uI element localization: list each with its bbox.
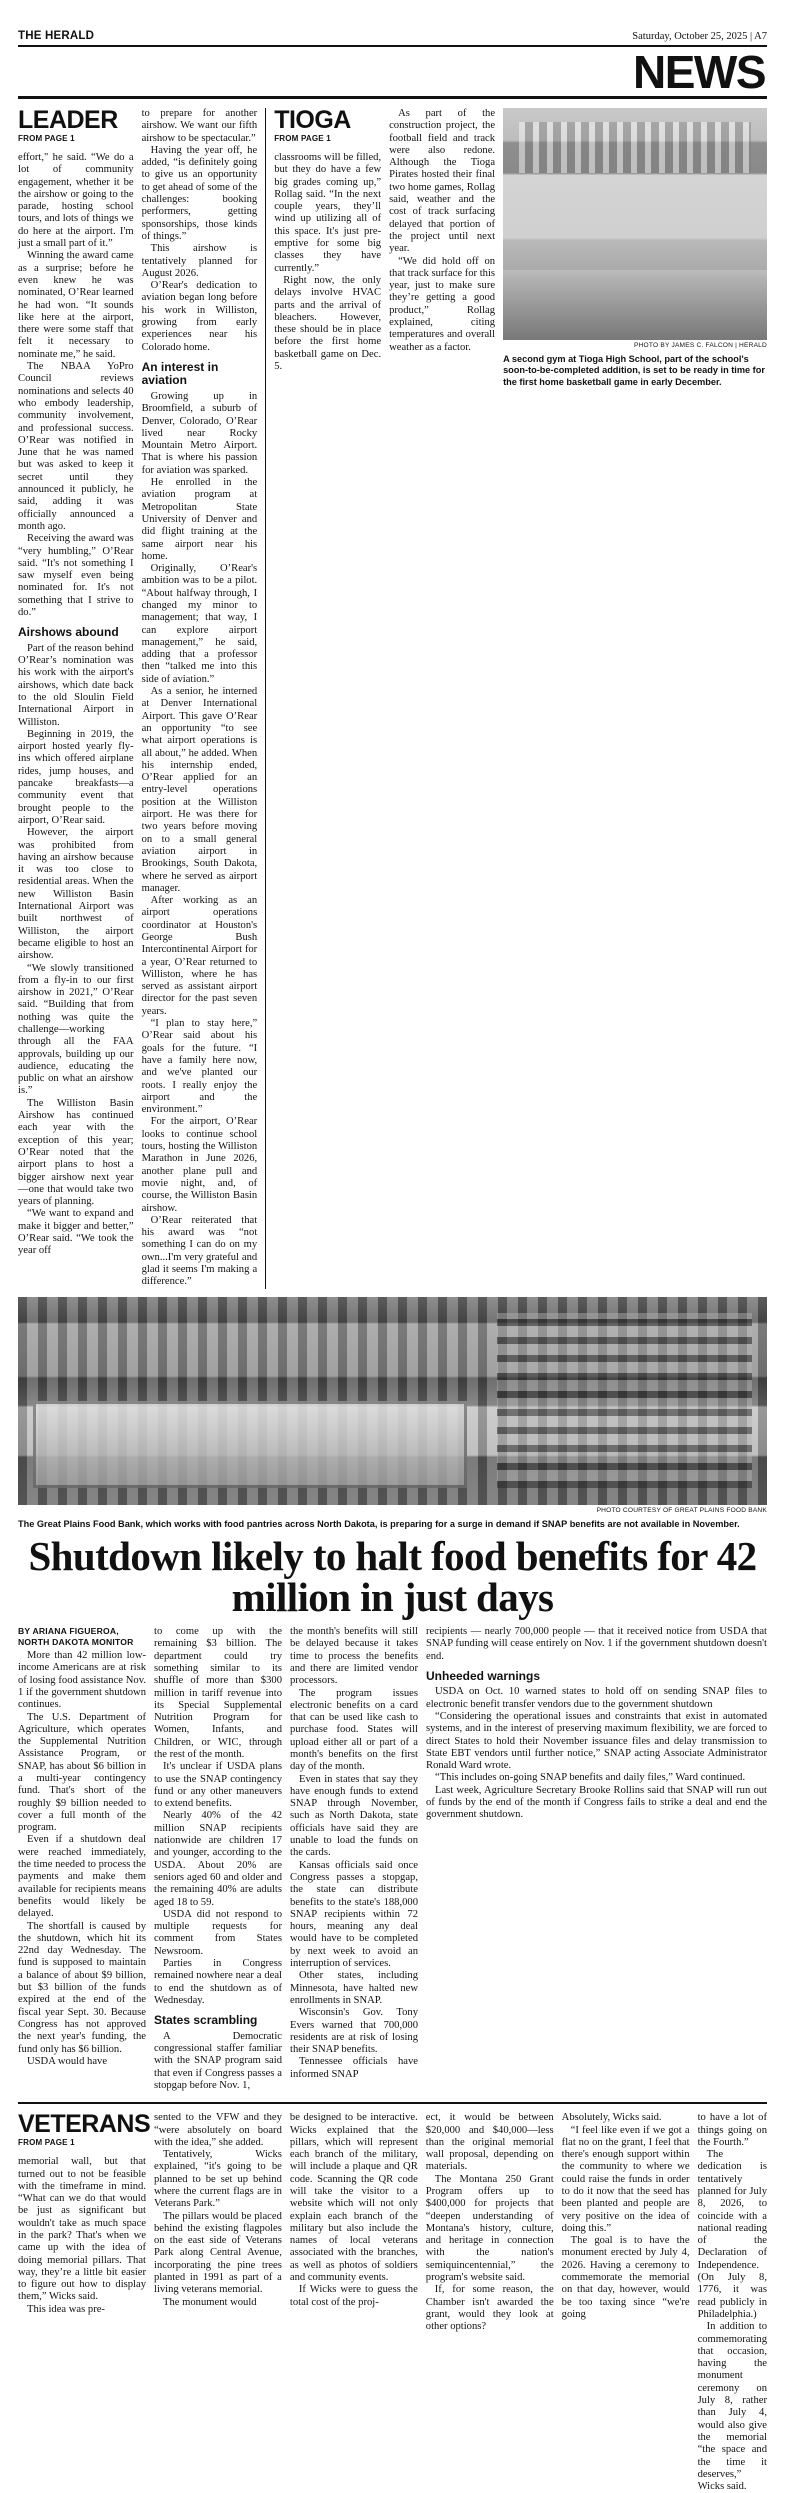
paper-name: THE HERALD	[18, 30, 95, 42]
gym-photo-block	[503, 108, 767, 1289]
paragraph: “Considering the operational issues and constraints that exist in automated systems, and in the interest of preserving maximum flexibility, we are forced to direct States to hold their November issuance files and delay transmission to State EBT vendors until further notice,” SNAP acting Associate Administrator Ronald Ward wrote.	[426, 1711, 767, 1772]
paragraph: He enrolled in the aviation program at Metropolitan State University of Denver and did flight training at the same airport near his home.	[141, 477, 258, 562]
paragraph: USDA did not respond to multiple requests for comment from States Newsroom.	[154, 1908, 282, 1957]
food-bank-photo	[18, 1297, 767, 1505]
gym-photo-caption: A second gym at Tioga High School, part of the school's soon-to-be-completed addition, is set to be ready in time for the first home basketball game in early December.	[503, 354, 765, 387]
food-photo-caption: The Great Plains Food Bank, which works with food pantries across North Dakota, is preparing for a surge in demand if SNAP benefits are not available in November.	[18, 1518, 740, 1529]
veterans-jump-head: VETERANS	[18, 2110, 151, 2139]
veterans-column-4	[426, 2112, 562, 2493]
paragraph: Tennessee officials have informed SNAP	[290, 2056, 418, 2080]
paragraph: This idea was pre-	[27, 2303, 105, 2315]
food-photo-credit: PHOTO COURTESY OF GREAT PLAINS FOOD BANK	[596, 1506, 767, 1514]
snap-subhead-states: States scrambling	[154, 2013, 258, 2028]
paragraph: to have a lot of things going on the Fourth.”	[697, 2112, 767, 2148]
veterans-section	[18, 2104, 767, 2493]
veterans-jump-from: FROM PAGE 1	[18, 2138, 75, 2148]
paragraph: It's unclear if USDA plans to use the SNAP contingency fund or any other maneuvers to extend benefits.	[154, 1761, 282, 1810]
paragraph: The NBAA YoPro Council reviews nominations and selects 40 who embody leadership, community involvement, and professional success. O’Rear was notified in June that he was named but was asked to keep it secret until they announced it publicly, he said, adding it was officially announced a month ago.	[18, 361, 134, 532]
paragraph: A Democratic congressional staffer familiar with the SNAP program said that even if Congress passes a stopgap before Nov. 1,	[154, 2030, 282, 2091]
paragraph: Part of the reason behind O’Rear’s nomination was his work with the airport's airshows, which date back to the old Sloulin Field International Airport in Williston.	[18, 642, 134, 728]
veterans-column-1	[18, 2112, 154, 2493]
veterans-column-3	[290, 2112, 426, 2493]
paragraph: The Williston Basin Airshow has continued each year with the exception of this year; O’Rear noted that the airport plans to host a bigger airshow next year—one that would take two years of planning.	[18, 1097, 134, 1208]
paragraph: If, for some reason, the Chamber isn't awarded the grant, would they look at other options?	[425, 2284, 554, 2333]
paragraph: “This includes on-going SNAP benefits and daily files,” Ward continued.	[435, 1772, 746, 1784]
paragraph: The Montana 250 Grant Program offers up to $400,000 for projects that “deepen understanding of Montana's history, culture, and heritage in connection with the nation's semiquincentennial,” the program's website said.	[425, 2173, 554, 2284]
paragraph: Other states, including Minnesota, have halted new enrollments in SNAP.	[290, 1970, 418, 2006]
section-title: NEWS	[633, 46, 765, 98]
paragraph: the month's benefits will still be delayed because it takes time to process the benefits and there are limited vendor processors.	[290, 1626, 418, 1687]
tioga-jump-from: FROM PAGE 1	[274, 134, 331, 143]
snap-feature	[18, 1289, 767, 2093]
column-tioga-1	[265, 108, 389, 1289]
snap-column-4	[426, 1626, 767, 2092]
paragraph: However, the airport was prohibited from having an airshow because it was too close to residential areas. When the new Williston Basin International Airport was built northwest of Williston, the airport became eligible to host an airshow.	[18, 827, 134, 962]
veterans-column-2	[154, 2112, 290, 2493]
paragraph: Kansas officials said once Congress passes a stopgap, the state can distribute benefits to the state's 188,000 SNAP recipients within 72 hours, meaning any deal would have to be completed by next week to avoid an interruption of services.	[290, 1859, 418, 1970]
paragraph: The program issues electronic benefits on a card that can be used like cash to purchase food. States will upload either all or part of a month's benefits on the first day of the month.	[290, 1687, 418, 1773]
paragraph: be designed to be interactive. Wicks explained that the pillars, which will represent each branch of the military, will include a plaque and QR code. Scanning the QR code will take the visitor to a website which will not only explain each branch of the military but also include the names of local veterans associated with the branches, as well as photos of soldiers and community events.	[289, 2112, 418, 2284]
paragraph: Even if a shutdown deal were reached immediately, the time needed to process the payments and make them available for recipients means benefits would likely be delayed.	[18, 1834, 146, 1920]
paragraph: “We slowly transitioned from a fly-in to our first airshow in 2021,” O’Rear said. “Building that from nothing was quite the challenge—working through all the FAA approvals, building up our audience, educating the public on what an airshow is.”	[18, 962, 134, 1097]
dateline: Saturday, October 25, 2025 | A7	[632, 31, 767, 42]
paragraph: Winning the award came as a surprise; before he even knew he was nominated, O’Rear learned he had won. “It sounds like here at the airport, there were some staff that felt it necessary to nominate me,” he said.	[18, 250, 134, 360]
leader-jump-head: LEADER	[18, 106, 118, 134]
paragraph: effort," he said. “We do a lot of community engagement, whether it be the airshow or going to the parade, hosting school tours, and lots of things we do here at the airport. I'm just a small part of it.”	[18, 152, 134, 250]
snap-byline: BY ARIANA FIGUEROA, NORTH DAKOTA MONITOR	[18, 1626, 134, 1647]
tioga-jump-head: TIOGA	[274, 106, 351, 134]
paragraph: In addition to commemorating that occasion, having the monument ceremony on July 8, rather than July 4, would also give the memorial “the space and the time it deserves,” Wicks said.	[697, 2321, 767, 2493]
paragraph: Nearly 40% of the 42 million SNAP recipients nationwide are children 17 and younger, according to the USDA. About 20% are seniors aged 60 and older and the remaining 40% are adults aged 18 to 59.	[154, 1810, 282, 1908]
paragraph: The dedication is tentatively planned for July 8, 2026, to coincide with a national reading of the Declaration of Independence. (On July 8, 1776, it was read publicly in Philadelphia.)	[697, 2149, 767, 2320]
top-section	[18, 99, 767, 1289]
paragraph: recipients — nearly 700,000 people — that it received notice from USDA that SNAP funding will cease entirely on Nov. 1 if the government shutdown doesn't end.	[426, 1626, 767, 1662]
paragraph: to come up with the remaining $3 billion. The department could try something similar to its shuffle of more than $300 million in tariff revenue into its Special Supplemental Nutrition Program for Women, Infants, and Children, or WIC, through the rest of the month.	[154, 1626, 282, 1760]
masthead	[18, 0, 767, 47]
gym-photo	[503, 108, 767, 340]
paragraph: ect, it would be between $20,000 and $40,000—less than the original memorial wall proposal, depending on materials.	[425, 2112, 554, 2173]
paragraph: Receiving the award was “very humbling,” O’Rear said. “It's not something I saw myself even being nominated for. It's not something that I strive to do.”	[18, 533, 134, 618]
leader-subhead-aviation: An interest in aviation	[141, 359, 219, 388]
paragraph: Even in states that say they have enough funds to extend SNAP through November, such as North Dakota, state officials have said they are unable to load the funds on the cards.	[290, 1773, 418, 1859]
paragraph: O’Rear reiterated that his award was “not something I can do on my own...I'm very grateful and glad it seems I'm making a difference.”	[141, 1214, 258, 1288]
paragraph: The shortfall is caused by the shutdown, which hit its 22nd day Wednesday. The fund is supposed to maintain a balance of about $9 billion, but $3 billion of the funds expired at the end of the fiscal year Sept. 30. Because Congress has not approved the next year's funding, the fund only has $6 billion.	[18, 1920, 146, 2055]
paragraph: “We want to expand and make it bigger and better,” O’Rear said. “We took the year off	[18, 1208, 134, 1257]
veterans-column-5	[562, 2112, 698, 2493]
snap-columns	[18, 1626, 767, 2092]
paragraph: For the airport, O’Rear looks to continue school tours, hosting the Williston Marathon in June 2026, another plane pull and movie night, and, of course, the Williston Basin airshow.	[141, 1116, 258, 1214]
paragraph: to prepare for another airshow. We want our fifth airshow to be spectacular.”	[141, 108, 258, 144]
leader-subhead-airshows: Airshows abound	[18, 625, 119, 640]
snap-headline: Shutdown likely to halt food benefits for 42 million in just days	[28, 1533, 757, 1621]
paragraph: The pillars would be placed behind the existing flagpoles on the east side of Veterans Park along Central Avenue, incorporating the pine trees planted in 1991 as part of a living veterans memorial.	[154, 2210, 282, 2296]
paragraph: As a senior, he interned at Denver International Airport. This gave O’Rear an opportunity “to see what airport operations is all about,” he added. When his internship ended, O’Rear applied for an entry-level operations position at the Williston airport. He was there for two years before moving on to a small general aviation airport in Brookings, South Dakota, where he served as airport manager.	[141, 686, 258, 894]
leader-jump-from: FROM PAGE 1	[18, 134, 75, 143]
paragraph: “I plan to stay here,” O’Rear said about his goals for the future. “I have a family here now, and we've planted our roots. I really enjoy the airport and the environment.”	[141, 1018, 258, 1116]
gym-photo-credit: PHOTO BY JAMES C. FALCON | HERALD	[633, 342, 767, 349]
paragraph: USDA would have	[27, 2055, 108, 2067]
paragraph: sented to the VFW and they “were absolutely on board with the idea,” she added.	[154, 2112, 282, 2148]
paragraph: Originally, O’Rear's ambition was to be a pilot. “About halfway through, I changed my minor to management; that way, I can explore airport management,” he said, adding that a professor then “talked me into this side of aviation.”	[141, 563, 258, 685]
paragraph: This airshow is tentatively planned for August 2026.	[141, 243, 258, 279]
paragraph: O’Rear's dedication to aviation began long before his work in Williston, growing from early experiences near his Colorado home.	[141, 280, 258, 353]
snap-column-2	[154, 1626, 290, 2092]
paragraph: Growing up in Broomfield, a suburb of Denver, Colorado, O’Rear lived near Rocky Mountain Metro Airport. That is where his passion for aviation was sparked.	[141, 390, 258, 476]
veterans-column-6	[698, 2112, 767, 2493]
paragraph: Beginning in 2019, the airport hosted yearly fly-ins which offered airplane rides, jump houses, and pancake breakfasts—a community event that brought people to the airport, O’Rear said.	[18, 728, 134, 826]
paragraph: The goal is to have the monument erected by July 4, 2026. Having a ceremony to commemorate the memorial on that day, however, would be too taxing since “we're going	[561, 2235, 690, 2320]
paragraph: Last week, Agriculture Secretary Brooke Rollins said that SNAP will run out of funds by the end of the month if Congress fails to strike a deal and end the government shutdown.	[426, 1784, 767, 1821]
snap-column-1	[18, 1626, 154, 2092]
paragraph: memorial wall, but that turned out to not be feasible with the timeframe in mind. “What can we do that would be just as significant but wouldn't take as much space in the park? That's when we came up with the idea of doing memorial pillars. That way, they’re a little bit easier to figure out how to display them,” Wicks said.	[18, 2156, 146, 2303]
paragraph: The U.S. Department of Agriculture, which operates the Supplemental Nutrition Assistance Program, or SNAP, has about $6 billion in a multi-year contingency fund. That's short of the roughly $9 billion needed to cover a full month of the program.	[18, 1711, 146, 1834]
paragraph: Absolutely, Wicks said.	[561, 2112, 662, 2124]
paragraph: As part of the construction project, the football field and track were also redone. Although the Tioga Pirates hosted their final two home games, Rollag said, weather and the cost of track surfacing delayed that portion of the project until next year.	[389, 108, 496, 255]
paragraph: “We did hold off on that track surface for this year, just to make sure they’re getting a good product,” Rollag explained, citing temperatures and overall weather as a factor.	[389, 255, 496, 353]
column-leader-1	[18, 108, 142, 1289]
paragraph: classrooms will be filled, but they do have a few big grades coming up,” Rollag said. “In the next couple years, they’ll wind up utilizing all of this space. It's just pre-emptive for some big classes they have currently.”	[274, 152, 382, 274]
section-header	[18, 47, 767, 99]
paragraph: Tentatively, Wicks explained, “it's going to be planned to be set up behind where the current flags are in Veterans Park.”	[154, 2149, 282, 2210]
paragraph: USDA on Oct. 10 warned states to hold off on sending SNAP files to electronic benefit transfer vendors due to the government shutdown	[426, 1686, 767, 1710]
paragraph: After working as an airport operations coordinator at Houston's George Bush Intercontinental Airport for a year, O’Rear returned to Williston, where he has served as assistant airport director for the past seven years.	[141, 895, 258, 1017]
column-leader-2	[142, 108, 266, 1289]
paragraph: Wisconsin's Gov. Tony Evers warned that 700,000 residents are at risk of losing their SNAP benefits.	[290, 2007, 418, 2056]
snap-subhead-warnings: Unheeded warnings	[426, 1668, 541, 1683]
paragraph: Right now, the only delays involve HVAC parts and the arrival of bleachers. However, these should be in place before the first home basketball game on Dec. 5.	[274, 274, 382, 373]
paragraph: Parties in Congress remained nowhere near a deal to end the shutdown as of Wednesday.	[154, 1958, 282, 2006]
paragraph: The monument would	[163, 2296, 257, 2308]
snap-column-3	[290, 1626, 426, 2092]
paragraph: Having the year off, he added, “is definitely going to give us an opportunity to get ahead of some of the challenges: booking performers, getting sponsorships, those kinds of things.”	[141, 144, 258, 242]
paragraph: More than 42 million low-income Americans are at risk of losing food assistance Nov. 1 if the government shutdown continues.	[18, 1650, 146, 1711]
paragraph: “I feel like even if we got a flat no on the grant, I feel that there's enough support within the community to where we could raise the funds in order to do it now that the seed has been planted and people are very positive on the idea of doing this.”	[561, 2124, 690, 2234]
paragraph: If Wicks were to guess the total cost of the proj-	[289, 2284, 418, 2308]
column-tioga-2	[389, 108, 503, 1289]
